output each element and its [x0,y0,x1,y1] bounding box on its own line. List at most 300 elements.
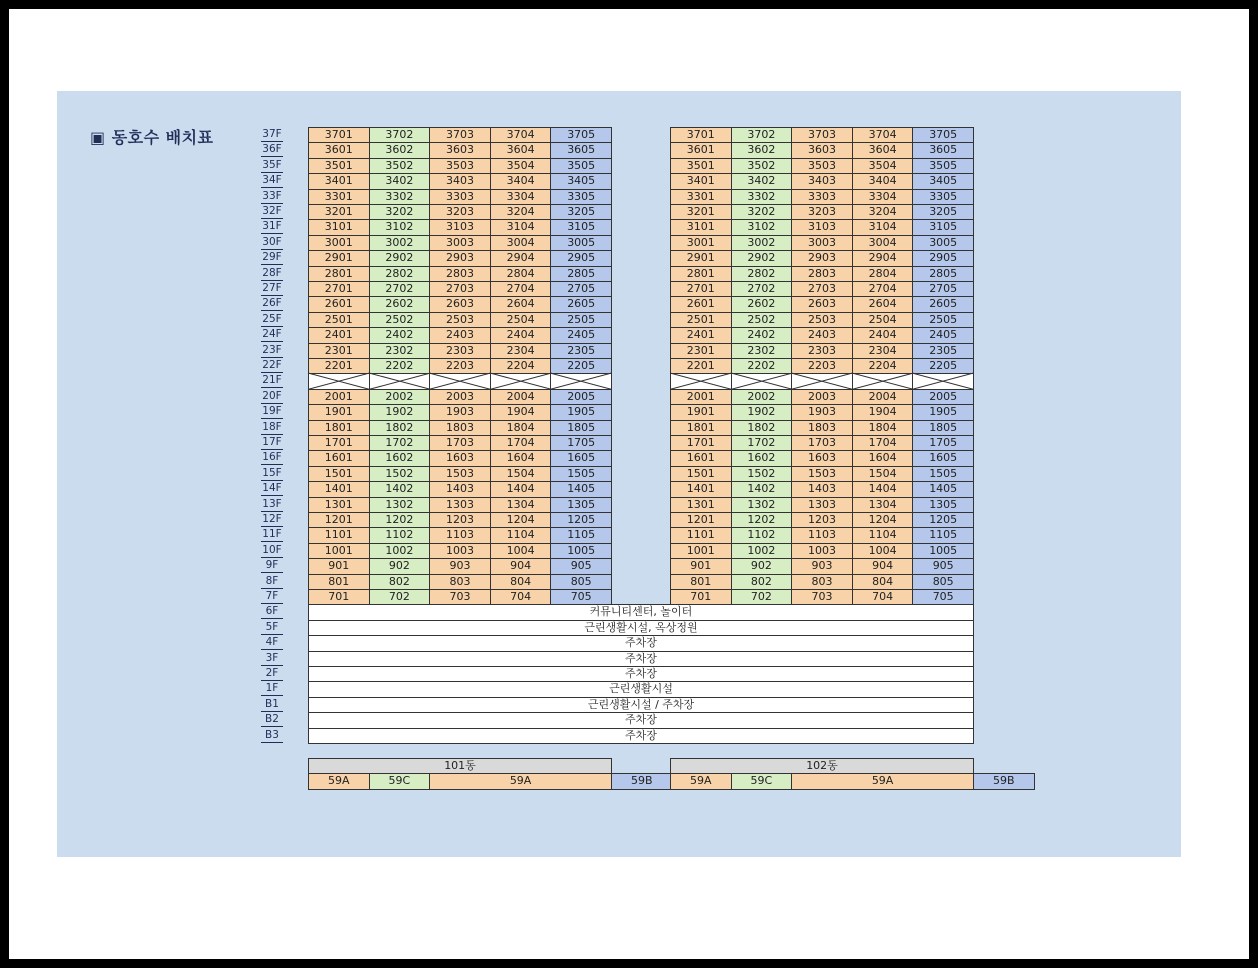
floor-label: 25F [262,312,282,325]
unit-cell: 2904 [852,250,914,266]
unit-cell: 1801 [308,420,370,436]
floor-label: 23F [262,343,282,356]
cross-mark-icon [791,373,853,389]
unit-cell: 903 [791,558,853,574]
unit-cell: 1805 [912,420,974,436]
unit-cell: 702 [731,589,793,605]
unit-cell: 2802 [731,266,793,282]
building-name-header: 101동 [308,758,612,774]
unit-cell: 1205 [550,512,612,528]
unit-cell: 3402 [369,173,431,189]
unit-cell: 1502 [731,466,793,482]
unit-cell: 1801 [670,420,732,436]
unit-cell: 1205 [912,512,974,528]
unit-cell: 2204 [852,358,914,374]
unit-cell: 1101 [308,527,370,543]
floor-label: 19F [262,405,282,418]
floor-label: 15F [262,466,282,479]
unit-cell: 2402 [731,327,793,343]
unit-cell: 1102 [369,527,431,543]
unit-cell: 3703 [429,127,491,143]
unit-cell: 3704 [852,127,914,143]
unit-cell: 2203 [429,358,491,374]
unit-cell: 3605 [550,142,612,158]
unit-cell: 2503 [791,312,853,328]
unit-cell: 1104 [490,527,552,543]
floor-label: 34F [262,174,282,187]
unit-cell: 3605 [912,142,974,158]
shared-floor-bar: 주차장 [308,635,974,651]
unit-cell: 1702 [369,435,431,451]
floor-label: 10F [262,543,282,556]
unit-cell: 1504 [852,466,914,482]
unit-cell: 2803 [429,266,491,282]
unit-cell: 1202 [369,512,431,528]
unit-cell: 2604 [852,296,914,312]
unit-cell: 1701 [308,435,370,451]
shared-floor-bar: 주차장 [308,728,974,744]
unit-cell: 1304 [490,497,552,513]
unit-cell: 2703 [791,281,853,297]
unit-cell: 1905 [550,404,612,420]
unit-cell: 2304 [490,343,552,359]
unit-cell: 3405 [912,173,974,189]
unit-cell: 1903 [791,404,853,420]
unit-cell: 3301 [670,189,732,205]
unit-cell: 3102 [369,219,431,235]
unit-cell: 2604 [490,296,552,312]
unit-cell: 2302 [369,343,431,359]
unit-cell: 2705 [912,281,974,297]
unit-cell: 1601 [670,450,732,466]
unit-cell: 3702 [369,127,431,143]
unit-cell: 3503 [429,158,491,174]
unit-cell: 3205 [912,204,974,220]
unit-cell: 1704 [852,435,914,451]
shared-floor-bar: 주차장 [308,651,974,667]
unit-cell: 2005 [912,389,974,405]
floor-label: 26F [262,297,282,310]
unit-cell: 1602 [731,450,793,466]
unit-cell: 805 [550,574,612,590]
unit-cell: 1603 [791,450,853,466]
unit-cell: 1503 [429,466,491,482]
unit-cell: 1805 [550,420,612,436]
unit-cell: 3404 [490,173,552,189]
unit-cell: 3501 [308,158,370,174]
unit-cell: 905 [550,558,612,574]
unit-cell: 1105 [550,527,612,543]
unit-cell: 1503 [791,466,853,482]
unit-cell: 2301 [670,343,732,359]
unit-cell: 1402 [369,481,431,497]
unit-cell: 3005 [912,235,974,251]
unit-cell: 2802 [369,266,431,282]
unit-cell: 1005 [912,543,974,559]
unit-cell: 1201 [308,512,370,528]
unit-cell: 3402 [731,173,793,189]
floor-label: 27F [262,282,282,294]
unit-cell: 2303 [791,343,853,359]
unit-cell: 1301 [308,497,370,513]
unit-cell: 1605 [912,450,974,466]
unit-cell: 2001 [308,389,370,405]
unit-cell: 3703 [791,127,853,143]
unit-cell: 3704 [490,127,552,143]
unit-cell: 2501 [308,312,370,328]
unit-cell: 2501 [670,312,732,328]
unit-cell: 1005 [550,543,612,559]
unit-cell: 1602 [369,450,431,466]
floor-label: 12F [262,513,282,525]
unit-cell: 2702 [369,281,431,297]
unit-cell: 3504 [852,158,914,174]
unit-cell: 1405 [912,481,974,497]
unit-cell: 1603 [429,450,491,466]
unit-cell: 3403 [791,173,853,189]
unit-cell: 701 [308,589,370,605]
unit-cell: 1404 [490,481,552,497]
unit-cell: 1605 [550,450,612,466]
unit-cell: 3604 [852,142,914,158]
unit-cell: 3203 [791,204,853,220]
unit-cell: 3104 [490,219,552,235]
floor-label: 29F [262,251,282,264]
unit-cell: 3202 [369,204,431,220]
unit-cell: 1803 [791,420,853,436]
unit-cell: 2502 [731,312,793,328]
unit-cell: 1401 [308,481,370,497]
unit-cell: 3602 [369,142,431,158]
unit-cell: 1502 [369,466,431,482]
unit-cell: 2703 [429,281,491,297]
shared-floor-bar: 주차장 [308,666,974,682]
floor-label: 7F [261,589,283,604]
unit-cell: 1202 [731,512,793,528]
floor-label: 32F [262,205,282,217]
unit-cell: 1403 [791,481,853,497]
unit-cell: 705 [912,589,974,605]
unit-type-cell: 59A [308,773,370,789]
unit-cell: 704 [852,589,914,605]
floor-label: 8F [261,574,283,589]
unit-cell: 3403 [429,173,491,189]
floor-label: 17F [262,436,282,448]
unit-cell: 2902 [369,250,431,266]
unit-cell: 1204 [490,512,552,528]
unit-cell: 3705 [912,127,974,143]
unit-cell: 3401 [308,173,370,189]
unit-cell: 1402 [731,481,793,497]
unit-cell: 905 [912,558,974,574]
unit-cell: 1904 [852,404,914,420]
unit-cell: 1802 [369,420,431,436]
unit-cell: 1003 [791,543,853,559]
unit-cell: 803 [791,574,853,590]
unit-cell: 2002 [731,389,793,405]
unit-cell: 1705 [550,435,612,451]
unit-cell: 1004 [852,543,914,559]
unit-cell: 1204 [852,512,914,528]
unit-cell: 1103 [791,527,853,543]
unit-cell: 1902 [731,404,793,420]
unit-type-cell: 59A [429,773,612,789]
floor-label: 33F [262,189,282,202]
unit-cell: 2401 [308,327,370,343]
unit-cell: 1702 [731,435,793,451]
floor-label: 4F [261,635,283,650]
unit-cell: 3101 [308,219,370,235]
unit-cell: 1001 [308,543,370,559]
unit-cell: 2903 [791,250,853,266]
unit-cell: 2801 [670,266,732,282]
unit-cell: 1902 [369,404,431,420]
unit-cell: 1101 [670,527,732,543]
unit-cell: 3001 [308,235,370,251]
floor-label: 22F [262,359,282,371]
unit-cell: 3305 [912,189,974,205]
unit-cell: 1302 [369,497,431,513]
unit-cell: 3304 [852,189,914,205]
floor-label: 21F [262,374,282,387]
unit-type-cell: 59A [791,773,974,789]
unit-cell: 2405 [912,327,974,343]
cross-mark-icon [852,373,914,389]
unit-cell: 1102 [731,527,793,543]
floor-label: 9F [261,558,283,573]
unit-cell: 3301 [308,189,370,205]
unit-cell: 1302 [731,497,793,513]
floor-label: 18F [262,420,282,433]
unit-cell: 3104 [852,219,914,235]
unit-cell: 1703 [791,435,853,451]
unit-cell: 901 [308,558,370,574]
unit-cell: 3603 [791,142,853,158]
page-title: ▣ 동호수 배치표 [90,128,214,147]
unit-cell: 3004 [490,235,552,251]
unit-cell: 3601 [308,142,370,158]
unit-cell: 3302 [369,189,431,205]
floor-label: B3 [261,728,283,743]
unit-cell: 1905 [912,404,974,420]
unit-cell: 805 [912,574,974,590]
cross-mark-icon [670,373,732,389]
unit-cell: 2503 [429,312,491,328]
shared-floor-bar: 주차장 [308,712,974,728]
unit-cell: 3502 [731,158,793,174]
unit-cell: 2504 [490,312,552,328]
unit-cell: 3103 [791,219,853,235]
unit-cell: 703 [791,589,853,605]
unit-cell: 1803 [429,420,491,436]
unit-cell: 3005 [550,235,612,251]
unit-cell: 2201 [308,358,370,374]
unit-cell: 902 [369,558,431,574]
unit-cell: 2002 [369,389,431,405]
unit-cell: 2001 [670,389,732,405]
unit-cell: 3001 [670,235,732,251]
unit-cell: 1802 [731,420,793,436]
unit-cell: 3701 [670,127,732,143]
unit-cell: 2701 [670,281,732,297]
unit-cell: 3204 [852,204,914,220]
unit-cell: 2401 [670,327,732,343]
floor-label: 5F [261,620,283,635]
unit-cell: 1304 [852,497,914,513]
unit-cell: 2305 [550,343,612,359]
unit-cell: 2903 [429,250,491,266]
unit-cell: 1405 [550,481,612,497]
unit-cell: 1303 [429,497,491,513]
unit-cell: 2005 [550,389,612,405]
unit-cell: 3203 [429,204,491,220]
unit-cell: 2304 [852,343,914,359]
unit-cell: 2205 [912,358,974,374]
unit-cell: 2702 [731,281,793,297]
unit-cell: 703 [429,589,491,605]
unit-cell: 3505 [550,158,612,174]
unit-cell: 3702 [731,127,793,143]
unit-cell: 2804 [852,266,914,282]
unit-cell: 903 [429,558,491,574]
unit-cell: 1004 [490,543,552,559]
unit-cell: 2404 [852,327,914,343]
unit-cell: 1505 [550,466,612,482]
unit-cell: 804 [490,574,552,590]
unit-cell: 3002 [369,235,431,251]
unit-cell: 2704 [852,281,914,297]
floor-label: 28F [262,266,282,279]
unit-cell: 3705 [550,127,612,143]
unit-cell: 2901 [308,250,370,266]
unit-cell: 1002 [731,543,793,559]
unit-cell: 3501 [670,158,732,174]
unit-cell: 2201 [670,358,732,374]
unit-cell: 1601 [308,450,370,466]
floor-label: 3F [261,651,283,666]
unit-cell: 3003 [429,235,491,251]
unit-cell: 3603 [429,142,491,158]
unit-cell: 1203 [429,512,491,528]
building-name-header: 102동 [670,758,974,774]
floor-label: 14F [262,482,282,495]
shared-floor-bar: 근린생활시설 / 주차장 [308,697,974,713]
unit-cell: 3502 [369,158,431,174]
unit-cell: 1903 [429,404,491,420]
unit-cell: 1401 [670,481,732,497]
unit-cell: 1804 [852,420,914,436]
unit-cell: 2405 [550,327,612,343]
unit-cell: 902 [731,558,793,574]
unit-cell: 1703 [429,435,491,451]
unit-cell: 3304 [490,189,552,205]
unit-cell: 3305 [550,189,612,205]
unit-cell: 1604 [852,450,914,466]
unit-cell: 1604 [490,450,552,466]
unit-type-cell: 59B [973,773,1035,789]
unit-cell: 2403 [791,327,853,343]
unit-cell: 702 [369,589,431,605]
unit-cell: 2905 [550,250,612,266]
unit-cell: 2705 [550,281,612,297]
unit-cell: 2605 [550,296,612,312]
unit-cell: 2003 [791,389,853,405]
unit-cell: 3105 [912,219,974,235]
floor-label: 16F [262,451,282,464]
unit-cell: 904 [490,558,552,574]
unit-cell: 904 [852,558,914,574]
unit-cell: 1305 [912,497,974,513]
unit-type-cell: 59A [670,773,732,789]
floor-label: 24F [262,328,282,341]
unit-cell: 2202 [369,358,431,374]
unit-cell: 2602 [731,296,793,312]
unit-cell: 2303 [429,343,491,359]
cross-mark-icon [731,373,793,389]
unit-cell: 1501 [670,466,732,482]
unit-cell: 3503 [791,158,853,174]
unit-cell: 2902 [731,250,793,266]
unit-cell: 2605 [912,296,974,312]
unit-cell: 3405 [550,173,612,189]
floor-label: 20F [262,389,282,402]
unit-cell: 1501 [308,466,370,482]
unit-cell: 2301 [308,343,370,359]
unit-cell: 2302 [731,343,793,359]
unit-cell: 1403 [429,481,491,497]
unit-cell: 1001 [670,543,732,559]
cross-mark-icon [369,373,431,389]
unit-cell: 1904 [490,404,552,420]
floor-label: B1 [261,697,283,712]
unit-cell: 1103 [429,527,491,543]
unit-cell: 701 [670,589,732,605]
unit-cell: 3102 [731,219,793,235]
unit-cell: 804 [852,574,914,590]
unit-cell: 3701 [308,127,370,143]
unit-cell: 3303 [791,189,853,205]
unit-cell: 2701 [308,281,370,297]
unit-cell: 1303 [791,497,853,513]
unit-cell: 2402 [369,327,431,343]
unit-cell: 2904 [490,250,552,266]
unit-cell: 2603 [429,296,491,312]
unit-cell: 3201 [670,204,732,220]
shared-floor-bar: 근린생활시설 [308,681,974,697]
unit-cell: 1305 [550,497,612,513]
unit-cell: 3504 [490,158,552,174]
unit-cell: 705 [550,589,612,605]
unit-cell: 2203 [791,358,853,374]
floor-label: 13F [262,497,282,510]
unit-cell: 1201 [670,512,732,528]
unit-cell: 1203 [791,512,853,528]
unit-cell: 2704 [490,281,552,297]
unit-cell: 3201 [308,204,370,220]
floor-label: B2 [261,712,283,727]
unit-cell: 2004 [490,389,552,405]
unit-cell: 901 [670,558,732,574]
unit-cell: 2805 [550,266,612,282]
unit-cell: 3204 [490,204,552,220]
floor-label: 30F [262,235,282,248]
unit-cell: 801 [670,574,732,590]
unit-type-cell: 59B [611,773,673,789]
unit-cell: 2205 [550,358,612,374]
unit-cell: 3505 [912,158,974,174]
floor-label: 35F [262,158,282,171]
unit-cell: 1301 [670,497,732,513]
